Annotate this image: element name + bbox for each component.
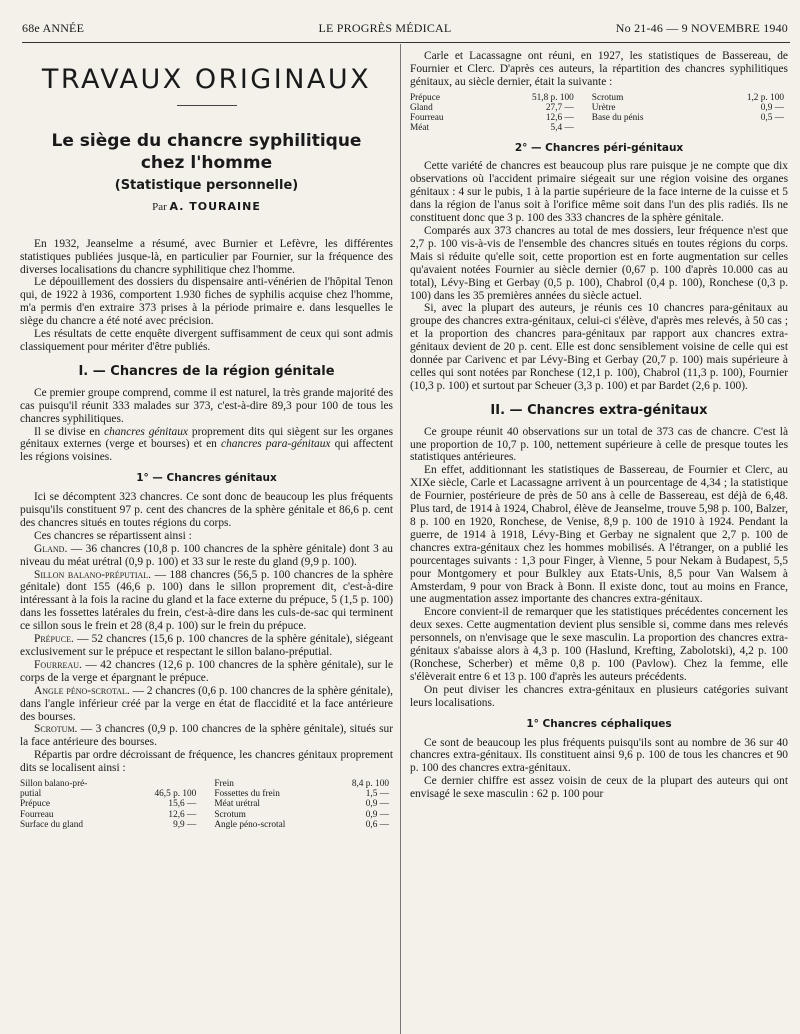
entry-label: Scrotum. [34,723,78,736]
text-run: proprement dits qui siègent sur les organes génitaux externes (verge et bourses) et en [20,425,393,451]
table-value-cell: 0,9 — [365,799,389,810]
table-label-cell [592,123,701,133]
entry-label: Fourreau. [34,658,82,671]
table-value-cell: 46,5 p. 100 [154,789,197,800]
entry-text: — 3 chancres (0,9 p. 100 chancres de la sphère génitale), situés sur la face antérieure des bourses. [20,723,393,749]
frequency-table-wrap [20,779,393,830]
table-label-cell: Prépuce [20,799,50,810]
article-title [20,130,393,174]
gland-entry [20,543,393,569]
table-label-cell: Surface du gland [20,819,83,830]
table-label-cell: putial [20,789,42,800]
table-gap [200,779,214,789]
table-label-cell: Base du pénis [591,113,644,124]
text-run: qui affectent les régions voisines. [20,438,393,464]
prepuce-entry [20,633,393,659]
table-gap [200,789,214,799]
table-label-cell: Frein [214,779,234,790]
table-gap [578,113,592,123]
table-value-cell: 27,7 — [545,102,574,113]
paragraph: Le dépouillement des dossiers du dispensaire anti-vénérien de l'hôpital Tenon qui, de 1922 à 1936, comportent 1.930 fiches de syphilis acquise chez l'homme, m'a permis d'en extraire 373 prises à la période primaire e. dans lesquelles le siège du chancre a été noté avec précision. [20,276,393,328]
paragraph: Ce premier groupe comprend, comme il est naturel, la très grande majorité des cas puisqu'il réunit 333 malades sur 373, c'est-à-dire 89,3 pour 100 de tous les chancres syphilitiques. [20,386,393,425]
paragraph: Cette variété de chancres est beaucoup plus rare puisque je ne compte que dix observations où l'accident primaire siégeait sur une région voisine des organes génitaux : 4 sur le pubis, 1 à la partie supérieure de la face interne de la cuisse et 5 dans la région de l'anus soit à l'orifice même soit dans l'un des plis radiés. Ils ne constituent donc que 3 p. 100 des 333 chancres de la sphère génitale. [410,160,788,225]
entry-text: — 188 chancres (56,5 p. 100 chancres de la sphère génitale) dont 155 (46,6 p. 100) dans le sillon proprement dit, c'est-à-dire intéressant à la fois la racine du gland et la face externe du prépuce, 5 (1,5 p. 100) dans les fossettes latérales du frein, c'est-à-dire dans les culs-de-sac qui terminent ce sillon sous le frein et 28 (8,4 p. 100) sur le frein du prépuce. [20,568,394,633]
table-label-cell: Fossettes du frein [214,789,280,800]
angle-entry [20,685,393,724]
table-value-cell: 15,6 — [168,799,197,810]
entry-text: — 52 chancres (15,6 p. 100 chancres de la sphère génitale), siégeant exclusivement sur le prépuce et respectant le sillon balano-préputial. [20,633,393,658]
table-label-cell: Scrotum [591,92,624,103]
italic-term: chancres para-génitaux [221,438,331,451]
historical-table-wrap [410,93,788,134]
section-heading: II. — Chancres extra-génitaux [490,402,708,418]
subsection-heading: 1° — Chancres génitaux [136,472,277,485]
table-label-cell: Gland [410,102,433,113]
table-row [410,113,788,123]
paragraph: Comparés aux 373 chancres au total de mes dossiers, leur fréquence n'est que 2,7 p. 100 vis-à-vis de l'ensemble des chancres situés en toutes régions du corps. Mais si réduite qu'elle soit, cette proportion est en forte augmentation sur celles qu'avaient notées Fournier au siècle dernier (0,67 p. 100 d'après 10.000 cas au total), Lévy-Bing et Gerbay (0,5 p. 100), Chabrol (0,4 p. 100), Ronchese (0,3 p. 100) dans les 35 premières années du siècle actuel. [410,224,788,302]
table-gap [578,103,592,113]
paragraph: Ici se décomptent 323 chancres. Ce sont donc de beaucoup les plus fréquents puisqu'ils constituent 97 p. cent des chancres de la sphère génitale et 86,6 p. cent des chancres situés en toutes régions du corps. [20,491,393,529]
subsection-heading: 2° — Chancres péri-génitaux [514,141,684,154]
section-banner: TRAVAUX ORIGINAUX [41,64,372,95]
table-label-cell: Méat [410,123,430,134]
title-line-2: chez l'homme [140,152,273,173]
table-gap [578,123,592,133]
paragraph: On peut diviser les chancres extra-génitaux en plusieurs catégories suivant leurs localisations. [410,683,788,709]
table-gap [200,820,214,830]
table-row [410,123,788,133]
paragraph: Encore convient-il de remarquer que les statistiques précédentes concernent les deux sexes. Cette augmentation devient plus sensible si, comme dans mes relevés personnels, on n'envisage que le sexe masculin. La proportion des chancres extra-génitaux s'abaisse alors à 4,3 p. 100 (Haslund, Krefting, Zabolotski), 4,2 p. 100 (Ronchese, Scherber) et même 0,8 p. 100 (Pavlow). Chez la femme, elle s'élèverait entre 6 et 13 p. 100 d'après les auteurs précédents. [410,606,788,683]
table-label-cell: Méat urétral [214,799,260,810]
title-rule [177,105,237,106]
table-row [410,93,788,103]
header-rule [22,42,790,43]
table-value-cell: 9,9 — [173,819,197,830]
entry-label: Angle péno-scrotal. [34,684,130,697]
sillon-entry [20,569,393,634]
title-line-1: Le siège du chancre syphilitique [51,130,362,151]
table-value-cell: 8,4 p. 100 [351,779,389,790]
byline-prefix: Par [152,200,167,213]
table-gap [200,799,214,809]
italic-term: chancres génitaux [104,425,188,438]
table-row [410,103,788,113]
paragraph: En effet, additionnant les statistiques de Bassereau, de Fournier et Clerc, au XIXe siècle, Carle et Lacassagne arrivent à un pourcentage de 4,34 ; la statistique de Fournier, postérieure de près de 50 ans à celle de Bassereau, est déjà de 6,48. Plus tard, de 1914 à 1924, Chabrol, élève de Jeanselme, trouve 5,98 p. 100, Balzer, 8 p. 100 en 1920, Ronchese, de Venise, 8,9 p. 100 de 1910 à 1924. Pendant la guerre, de 1914 à 1918, Lévy-Bing et Gerbay ne signalent que 2,7 p. 100 de chancres extra-génitaux chez les hommes mobilisés. A l'étranger, on a publié les pourcentages suivants : 1,3 pour Finger, à Vienne, 5 pour Nekam à Budapest, 5,5 pour Montgomery et pour Bulkley aux Etats-Unis, 8,5 pour Van Walsem à Amsterdam, 9 pour von Brack à Bonn. Il existe donc, tout au moins en France, une augmentation assez importante des chancres extra-génitaux. [410,464,788,606]
fourreau-entry [20,659,393,685]
paragraph: Les résultats de cette enquête divergent suffisamment de ceux qui sont admis classiquement pour mériter d'être publiés. [20,328,393,353]
paragraph: Répartis par ordre décroissant de fréquence, les chancres génitaux proprement dits se localisent ainsi : [20,749,393,775]
entry-text: — 42 chancres (12,6 p. 100 chancres de la sphère génitale), sur le corps de la verge et épargnant le prépuce. [20,658,393,684]
journal-title: LE PROGRÈS MÉDICAL [318,21,452,35]
left-column [20,64,394,836]
table-row [20,820,393,830]
historical-table [410,93,788,134]
text-run: Il se divise en [34,425,105,438]
table-gap [200,810,214,820]
table-row [20,810,393,820]
paragraph: Ces chancres se répartissent ainsi : [34,529,192,542]
section-heading: I. — Chancres de la région génitale [78,363,335,379]
table-value-cell: 0,9 — [760,102,784,113]
paragraph: En 1932, Jeanselme a résumé, avec Burnier et Lefèvre, les différentes statistiques publiées jusque-là, en particulier par Fournier, sur la fréquence des diverses localisations du chancre syphilitique chez l'homme. [20,237,393,276]
table-value-cell [701,123,788,133]
paragraph: Ce sont de beaucoup les plus fréquents puisqu'ils sont au nombre de 36 sur 40 chancres extra-génitaux. Ils constituent ainsi 9,6 p. 100 de tous les chancres et 90 p. 100 des chancres extra-génitaux. [410,736,788,775]
paragraph: Carle et Lacassagne ont réuni, en 1927, les statistiques de Bassereau, de Fournier et Clerc. D'après ces auteurs, la répartition des chancres syphilitiques génitaux, au siècle dernier, était la suivante : [410,50,788,88]
table-label-cell: Fourreau [20,809,54,820]
table-gap [578,93,592,103]
table-value-cell: 1,2 p. 100 [746,92,784,103]
table-label-cell: Urètre [591,102,616,113]
table-value-cell: 12,6 — [168,809,197,820]
paragraph [20,426,393,465]
table-value-cell: 12,6 — [545,113,574,124]
table-value-cell: 0,5 — [760,113,784,124]
issue-date: No 21-46 — 9 NOVEMBRE 1940 [615,21,788,35]
volume-label: 68e ANNÉE [22,21,85,35]
running-header [22,22,788,38]
frequency-table [20,779,393,830]
table-label-cell: Angle péno-scrotal [214,819,286,830]
table-value-cell: 0,9 — [365,809,389,820]
paragraph: Ce dernier chiffre est assez voisin de ceux de la plupart des auteurs qui ont envisagé le sexe masculin : 62 p. 100 pour [410,775,788,801]
author-name: A. TOURAINE [169,199,261,213]
table-value-cell: 1,5 — [365,789,389,800]
subsection-heading: 1° Chancres céphaliques [526,717,672,730]
column-divider [400,44,401,1034]
table-label-cell: Fourreau [410,113,444,124]
table-label-cell: Prépuce [410,92,440,103]
paragraph: Ce groupe réunit 40 observations sur un total de 373 cas de chancre. C'est là une proportion de 10,7 p. 100, nettement supérieure à celle de presque toutes les statistiques antérieures. [410,425,788,464]
entry-label: Sillon balano-préputial. [34,568,151,581]
entry-text: — 36 chancres (10,8 p. 100 chancres de la sphère génitale) dont 3 au niveau du méat urétral (0,9 p. 100) et 33 sur le reste du gland (9,9 p. 100). [20,542,393,568]
entry-label: Gland. [34,542,68,555]
byline [20,201,393,214]
table-row [20,789,393,799]
right-column [410,50,788,801]
table-label-cell: Sillon balano-pré- [20,779,88,790]
table-value-cell: 5,4 — [550,123,574,134]
table-label-cell: Scrotum [214,809,246,820]
table-value-cell: 51,8 p. 100 [531,92,574,103]
table-row [20,779,393,789]
scrotum-entry [20,723,393,749]
paragraph: Si, avec la plupart des auteurs, je réunis ces 10 chancres para-génitaux au groupe des chancres extra-génitaux, celui-ci s'élève, d'après mes relevés, à 50 cas ; et la proportion des chancres para-génitaux par rapport aux chancres extra-génitaux devient de 20 p. cent. Elle est donc sensiblement voisine de celle qui est donnée par Carivenc et par Lévy-Bing et Gerbay (20,7 p. 100) mais supérieure à celles qui sont notées par Ronchese (12,1 p. 100), Chabrol (11,3 p. 100), Fournier (10,3 p. 100) et surtout par Scheuer (3,3 p. 100) et par Bardet (2,6 p. 100). [410,302,788,392]
entry-label: Prépuce. [34,633,74,646]
article-subtitle: (Statistique personnelle) [114,177,299,193]
table-value-cell: 0,6 — [365,819,389,830]
table-value-cell [127,779,200,789]
entry-text: — 2 chancres (0,6 p. 100 chancres de la sphère génitale), dans l'angle inférieur créé par la verge en état de flaccidité et la face antérieure des bourses. [20,684,393,723]
table-row [20,799,393,809]
